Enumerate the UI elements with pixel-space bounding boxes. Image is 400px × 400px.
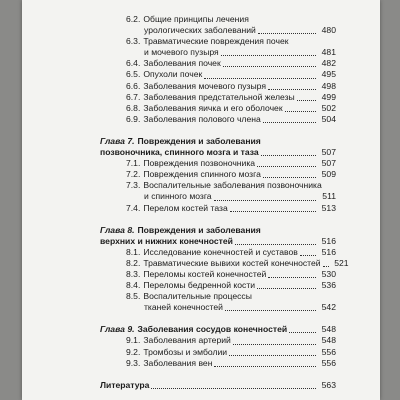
toc-entry <box>100 191 336 202</box>
toc-entry-number: 6.6. <box>126 80 141 91</box>
toc-page-number: 548 <box>321 324 336 335</box>
toc-page-number: 507 <box>321 158 336 169</box>
toc-entry <box>100 280 336 291</box>
toc-page-number: 516 <box>321 246 336 257</box>
toc-entry <box>100 203 336 214</box>
toc-entry-title: Заболевания полового члена <box>143 113 261 124</box>
section-gap <box>100 214 336 225</box>
toc-entry-title: позвоночника, спинного мозга и таза <box>100 147 259 158</box>
toc-page-number: 502 <box>321 102 336 113</box>
toc-page-number: 495 <box>321 69 336 80</box>
section-gap <box>100 125 336 136</box>
toc-entry-title: Повреждения позвоночника <box>143 158 256 169</box>
section-gap <box>100 313 336 324</box>
toc-entry-title: Заболевания сосудов конечностей <box>137 324 288 335</box>
toc-page-number: 530 <box>321 268 336 279</box>
toc-leader-dots <box>221 55 316 56</box>
toc-leader-dots <box>297 100 316 101</box>
toc-entry <box>100 180 336 191</box>
toc-entry-title: Заболевания артерий <box>143 335 231 346</box>
toc-entry <box>100 257 349 269</box>
toc-page-number: 563 <box>321 379 336 390</box>
toc-entry-number: Глава 8. <box>100 224 135 235</box>
toc-entry <box>100 81 336 92</box>
toc-entry-number: 7.3. <box>126 180 141 191</box>
toc-entry-title: и мочевого пузыря <box>144 47 219 58</box>
toc-leader-dots <box>257 288 316 289</box>
toc-entry-number: 9.2. <box>126 346 141 357</box>
toc-leader-dots <box>235 244 316 245</box>
toc-entry-number: 8.5. <box>126 291 141 302</box>
toc-entry-title: Заболевания яичка и его оболочек <box>143 102 283 113</box>
toc-entry <box>100 291 336 302</box>
toc-entry <box>100 103 336 114</box>
toc-entry-title: Травматические повреждения почек <box>143 36 289 47</box>
toc-entry-title: Воспалительные процессы <box>143 291 252 302</box>
toc-leader-dots <box>268 277 316 278</box>
toc-entry-title: Повреждения и заболевания <box>137 224 261 235</box>
toc-entry <box>100 136 336 147</box>
toc-entry <box>100 25 336 36</box>
toc-entry-title: и спинного мозга <box>144 191 212 202</box>
toc-page-number: 509 <box>321 169 336 180</box>
toc-entry <box>100 92 336 103</box>
toc-page-number: 481 <box>321 47 336 58</box>
toc-entry <box>100 324 336 335</box>
toc-entry <box>100 69 336 80</box>
toc-entry-title: Общие принципы лечения <box>143 14 249 24</box>
toc-page-number: 511 <box>322 191 336 202</box>
toc-entry <box>100 302 336 313</box>
toc-leader-dots <box>214 366 316 367</box>
table-of-contents <box>100 14 349 391</box>
toc-entry-number: 8.3. <box>126 268 141 279</box>
toc-entry-number: 7.2. <box>126 169 141 180</box>
toc-leader-dots <box>204 78 316 79</box>
toc-entry-number: Глава 9. <box>100 324 135 335</box>
book-page <box>22 0 380 400</box>
toc-entry-number: 6.7. <box>126 91 141 102</box>
toc-leader-dots <box>263 177 316 178</box>
toc-entry <box>100 147 336 158</box>
toc-entry-number: 6.4. <box>126 58 141 69</box>
toc-entry-number: 6.2. <box>126 14 141 24</box>
toc-page-number: 507 <box>321 147 336 158</box>
toc-entry-number: 7.4. <box>126 202 141 213</box>
toc-leader-dots <box>230 211 316 212</box>
toc-entry-number: 7.1. <box>126 158 141 169</box>
toc-page-number: 480 <box>321 25 336 36</box>
toc-leader-dots <box>229 355 316 356</box>
toc-entry <box>100 36 336 47</box>
toc-entry-number: 9.3. <box>126 357 141 368</box>
toc-entry-title: Воспалительные заболевания позвоночника <box>143 180 322 191</box>
toc-page-number: 556 <box>321 357 336 368</box>
toc-entry-title: верхних и нижних конечностей <box>100 235 233 246</box>
toc-leader-dots <box>258 33 316 34</box>
toc-leader-dots <box>233 344 316 345</box>
toc-entry-number: 8.2. <box>126 257 141 268</box>
toc-entry <box>100 335 336 346</box>
toc-entry <box>100 269 336 280</box>
toc-page-number: 516 <box>321 235 336 246</box>
toc-entry <box>100 158 336 169</box>
toc-page-number: 556 <box>321 346 336 357</box>
toc-entry <box>100 14 336 25</box>
toc-leader-dots <box>151 388 316 389</box>
toc-page-number: 548 <box>321 335 336 346</box>
toc-leader-dots <box>263 122 316 123</box>
toc-entry-title: Повреждения и заболевания <box>137 135 261 146</box>
toc-entry-number: 6.3. <box>126 36 141 47</box>
toc-entry-number: 6.9. <box>126 113 141 124</box>
toc-leader-dots <box>225 310 316 311</box>
toc-entry-title: Заболевания предстательной железы <box>143 91 295 102</box>
toc-entry-title: Повреждения спинного мозга <box>143 169 261 180</box>
toc-entry-title: Заболевания почек <box>143 58 221 69</box>
toc-entry <box>100 236 336 247</box>
toc-entry <box>100 225 336 236</box>
toc-entry-number: 8.1. <box>126 246 141 257</box>
toc-entry <box>100 114 336 125</box>
toc-entry <box>100 247 336 258</box>
toc-entry <box>100 358 336 369</box>
toc-entry-title: Перелом костей таза <box>143 202 228 213</box>
toc-entry-title: Опухоли почек <box>143 69 203 80</box>
toc-leader-dots <box>214 200 316 201</box>
toc-entry-title: Тромбозы и эмболии <box>143 346 228 357</box>
toc-entry-title: Заболевания мочевого пузыря <box>143 80 266 91</box>
toc-page-number: 513 <box>321 202 336 213</box>
toc-entry <box>100 47 336 58</box>
toc-page-number: 542 <box>321 302 336 313</box>
toc-entry <box>100 169 336 180</box>
toc-entry-title: тканей конечностей <box>144 302 223 313</box>
toc-leader-dots <box>300 255 316 256</box>
toc-page-number: 498 <box>321 80 336 91</box>
toc-leader-dots <box>257 166 316 167</box>
toc-entry-number: Глава 7. <box>100 135 135 146</box>
toc-page-number: 499 <box>321 91 336 102</box>
toc-entry-title: Переломы костей конечностей <box>143 268 267 279</box>
toc-entry-title: Литература <box>100 379 150 390</box>
toc-page-number: 536 <box>321 280 336 291</box>
toc-leader-dots <box>323 266 329 267</box>
toc-entry-title: Переломы бедренной кости <box>143 280 256 291</box>
toc-entry-title: Заболевания вен <box>143 357 213 368</box>
toc-entry <box>100 380 336 391</box>
toc-entry-number: 6.5. <box>126 69 141 80</box>
toc-entry-title: урологических заболеваний <box>144 25 256 36</box>
toc-entry-title: Травматические вывихи костей конечностей <box>143 257 321 268</box>
toc-leader-dots <box>223 66 316 67</box>
toc-entry-number: 9.1. <box>126 335 141 346</box>
toc-entry-title: Исследование конечностей и суставов <box>143 246 298 257</box>
toc-entry-number: 8.4. <box>126 280 141 291</box>
toc-page-number: 482 <box>321 58 336 69</box>
toc-entry-number: 6.8. <box>126 102 141 113</box>
toc-page-number: 504 <box>321 113 336 124</box>
toc-page-number: 521 <box>334 257 349 268</box>
toc-entry <box>100 347 336 358</box>
toc-entry <box>100 58 336 69</box>
toc-leader-dots <box>268 89 316 90</box>
toc-leader-dots <box>289 332 316 333</box>
toc-leader-dots <box>285 111 316 112</box>
section-gap <box>100 369 336 380</box>
toc-leader-dots <box>261 155 316 156</box>
